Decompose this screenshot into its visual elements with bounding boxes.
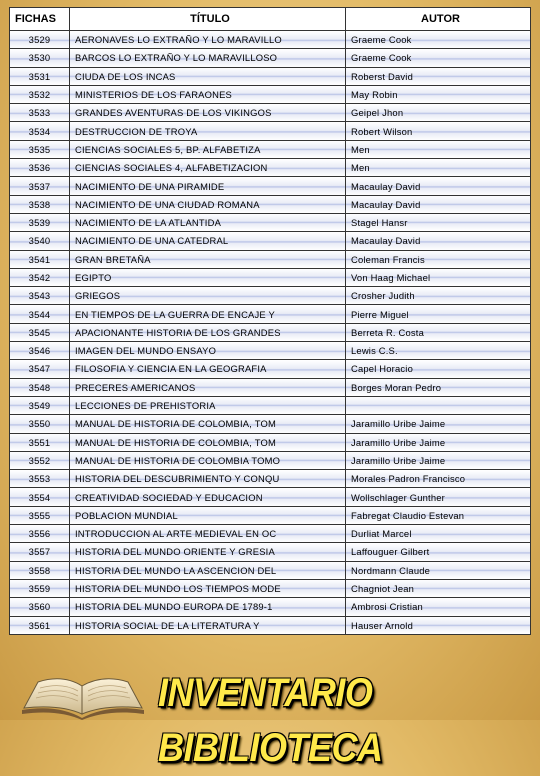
cell-ficha: 3549: [10, 396, 70, 414]
cell-titulo: HISTORIA DEL MUNDO LOS TIEMPOS MODE: [70, 579, 346, 597]
table-row: [10, 451, 531, 469]
table-row: [10, 378, 531, 396]
table-row: [10, 561, 531, 579]
cell-ficha: 3554: [10, 488, 70, 506]
table-row: [10, 268, 531, 286]
cell-titulo: HISTORIA DEL DESCUBRIMIENTO Y CONQU: [70, 470, 346, 488]
cell-autor: Borges Moran Pedro: [346, 378, 531, 396]
cell-ficha: 3546: [10, 342, 70, 360]
cell-autor: Morales Padron Francisco: [346, 470, 531, 488]
cell-titulo: PRECERES AMERICANOS: [70, 378, 346, 396]
table-row: [10, 598, 531, 616]
table-row: [10, 506, 531, 524]
cell-titulo: NACIMIENTO DE UNA PIRAMIDE: [70, 177, 346, 195]
table-row: [10, 104, 531, 122]
header-titulo: TÍTULO: [70, 8, 346, 31]
cell-ficha: 3557: [10, 543, 70, 561]
cell-ficha: 3542: [10, 268, 70, 286]
cell-autor: Macaulay David: [346, 177, 531, 195]
cell-autor: Robert Wilson: [346, 122, 531, 140]
cell-titulo: FILOSOFIA Y CIENCIA EN LA GEOGRAFIA: [70, 360, 346, 378]
cell-autor: Von Haag Michael: [346, 268, 531, 286]
table-row: [10, 488, 531, 506]
cell-autor: Laffouguer Gilbert: [346, 543, 531, 561]
cell-autor: Nordmann Claude: [346, 561, 531, 579]
table-row: [10, 31, 531, 49]
cell-titulo: CIENCIAS SOCIALES 5, BP. ALFABETIZA: [70, 140, 346, 158]
cell-titulo: CREATIVIDAD SOCIEDAD Y EDUCACION: [70, 488, 346, 506]
cell-ficha: 3538: [10, 195, 70, 213]
cell-autor: Geipel Jhon: [346, 104, 531, 122]
cell-titulo: LECCIONES DE PREHISTORIA: [70, 396, 346, 414]
table-row: [10, 470, 531, 488]
table-row: [10, 616, 531, 634]
table-row: [10, 140, 531, 158]
inventory-table: [9, 7, 531, 635]
cell-ficha: 3551: [10, 433, 70, 451]
cell-titulo: HISTORIA DEL MUNDO LA ASCENCION DEL: [70, 561, 346, 579]
cell-ficha: 3534: [10, 122, 70, 140]
table-header-row: [10, 8, 531, 31]
cell-ficha: 3531: [10, 67, 70, 85]
table-row: [10, 360, 531, 378]
cell-ficha: 3545: [10, 323, 70, 341]
cell-autor: Jaramillo Uribe Jaime: [346, 415, 531, 433]
cell-autor: Stagel Hansr: [346, 213, 531, 231]
table-row: [10, 543, 531, 561]
cell-ficha: 3529: [10, 31, 70, 49]
cell-titulo: DESTRUCCION DE TROYA: [70, 122, 346, 140]
table-row: [10, 415, 531, 433]
cell-ficha: 3553: [10, 470, 70, 488]
cell-ficha: 3556: [10, 525, 70, 543]
table-row: [10, 195, 531, 213]
cell-ficha: 3537: [10, 177, 70, 195]
cell-ficha: 3561: [10, 616, 70, 634]
table-row: [10, 232, 531, 250]
cell-titulo: IMAGEN DEL MUNDO ENSAYO: [70, 342, 346, 360]
cell-autor: [346, 396, 531, 414]
cell-ficha: 3530: [10, 49, 70, 67]
cell-autor: Wollschlager Gunther: [346, 488, 531, 506]
cell-autor: Macaulay David: [346, 232, 531, 250]
cell-ficha: 3555: [10, 506, 70, 524]
cell-ficha: 3550: [10, 415, 70, 433]
cell-ficha: 3544: [10, 305, 70, 323]
table-row: [10, 396, 531, 414]
cell-ficha: 3558: [10, 561, 70, 579]
table-row: [10, 342, 531, 360]
cell-titulo: MANUAL DE HISTORIA DE COLOMBIA, TOM: [70, 433, 346, 451]
cell-ficha: 3559: [10, 579, 70, 597]
cell-titulo: CIUDA DE LOS INCAS: [70, 67, 346, 85]
table-row: [10, 213, 531, 231]
cell-titulo: INTRODUCCION AL ARTE MEDIEVAL EN OC: [70, 525, 346, 543]
inventory-banner-title: INVENTARIO BIBILIOTECA: [158, 669, 383, 770]
header-autor: AUTOR: [346, 8, 531, 31]
cell-autor: May Robin: [346, 85, 531, 103]
cell-titulo: EN TIEMPOS DE LA GUERRA DE ENCAJE Y: [70, 305, 346, 323]
cell-autor: Chagniot Jean: [346, 579, 531, 597]
cell-ficha: 3540: [10, 232, 70, 250]
cell-autor: Jaramillo Uribe Jaime: [346, 451, 531, 469]
cell-autor: Durliat Marcel: [346, 525, 531, 543]
cell-ficha: 3547: [10, 360, 70, 378]
cell-ficha: 3539: [10, 213, 70, 231]
cell-titulo: HISTORIA DEL MUNDO EUROPA DE 1789-1: [70, 598, 346, 616]
inventory-table-wrapper: [9, 7, 530, 635]
cell-titulo: NACIMIENTO DE UNA CATEDRAL: [70, 232, 346, 250]
cell-autor: Men: [346, 140, 531, 158]
table-body: [10, 31, 531, 635]
cell-titulo: NACIMIENTO DE LA ATLANTIDA: [70, 213, 346, 231]
cell-ficha: 3541: [10, 250, 70, 268]
cell-titulo: APACIONANTE HISTORIA DE LOS GRANDES: [70, 323, 346, 341]
cell-autor: Graeme Cook: [346, 49, 531, 67]
cell-autor: Men: [346, 159, 531, 177]
cell-autor: Macaulay David: [346, 195, 531, 213]
cell-autor: Coleman Francis: [346, 250, 531, 268]
cell-titulo: MANUAL DE HISTORIA DE COLOMBIA TOMO: [70, 451, 346, 469]
table-row: [10, 122, 531, 140]
table-row: [10, 525, 531, 543]
table-row: [10, 49, 531, 67]
table-row: [10, 177, 531, 195]
cell-titulo: GRIEGOS: [70, 287, 346, 305]
cell-ficha: 3533: [10, 104, 70, 122]
cell-autor: Roberst David: [346, 67, 531, 85]
cell-autor: Pierre Miguel: [346, 305, 531, 323]
table-row: [10, 433, 531, 451]
cell-titulo: CIENCIAS SOCIALES 4, ALFABETIZACION: [70, 159, 346, 177]
cell-ficha: 3543: [10, 287, 70, 305]
cell-titulo: POBLACION MUNDIAL: [70, 506, 346, 524]
open-book-icon: [18, 664, 148, 720]
cell-titulo: HISTORIA DEL MUNDO ORIENTE Y GRESIA: [70, 543, 346, 561]
cell-titulo: AERONAVES LO EXTRAÑO Y LO MARAVILLO: [70, 31, 346, 49]
cell-autor: Lewis C.S.: [346, 342, 531, 360]
table-row: [10, 579, 531, 597]
cell-autor: Jaramillo Uribe Jaime: [346, 433, 531, 451]
table-row: [10, 323, 531, 341]
cell-ficha: 3535: [10, 140, 70, 158]
table-row: [10, 287, 531, 305]
table-row: [10, 250, 531, 268]
cell-autor: Capel Horacio: [346, 360, 531, 378]
cell-titulo: GRANDES AVENTURAS DE LOS VIKINGOS: [70, 104, 346, 122]
cell-titulo: HISTORIA SOCIAL DE LA LITERATURA Y: [70, 616, 346, 634]
cell-autor: Fabregat Claudio Estevan: [346, 506, 531, 524]
cell-autor: Crosher Judith: [346, 287, 531, 305]
cell-ficha: 3552: [10, 451, 70, 469]
cell-ficha: 3536: [10, 159, 70, 177]
cell-autor: Hauser Arnold: [346, 616, 531, 634]
cell-ficha: 3560: [10, 598, 70, 616]
table-row: [10, 305, 531, 323]
cell-titulo: MANUAL DE HISTORIA DE COLOMBIA, TOM: [70, 415, 346, 433]
cell-titulo: BARCOS LO EXTRAÑO Y LO MARAVILLOSO: [70, 49, 346, 67]
cell-titulo: NACIMIENTO DE UNA CIUDAD ROMANA: [70, 195, 346, 213]
cell-autor: Graeme Cook: [346, 31, 531, 49]
cell-autor: Ambrosi Cristian: [346, 598, 531, 616]
cell-autor: Berreta R. Costa: [346, 323, 531, 341]
cell-ficha: 3532: [10, 85, 70, 103]
cell-titulo: EGIPTO: [70, 268, 346, 286]
cell-titulo: MINISTERIOS DE LOS FARAONES: [70, 85, 346, 103]
cell-titulo: GRAN BRETAÑA: [70, 250, 346, 268]
table-row: [10, 85, 531, 103]
cell-ficha: 3548: [10, 378, 70, 396]
table-row: [10, 67, 531, 85]
header-fichas: FICHAS: [10, 8, 70, 31]
table-row: [10, 159, 531, 177]
